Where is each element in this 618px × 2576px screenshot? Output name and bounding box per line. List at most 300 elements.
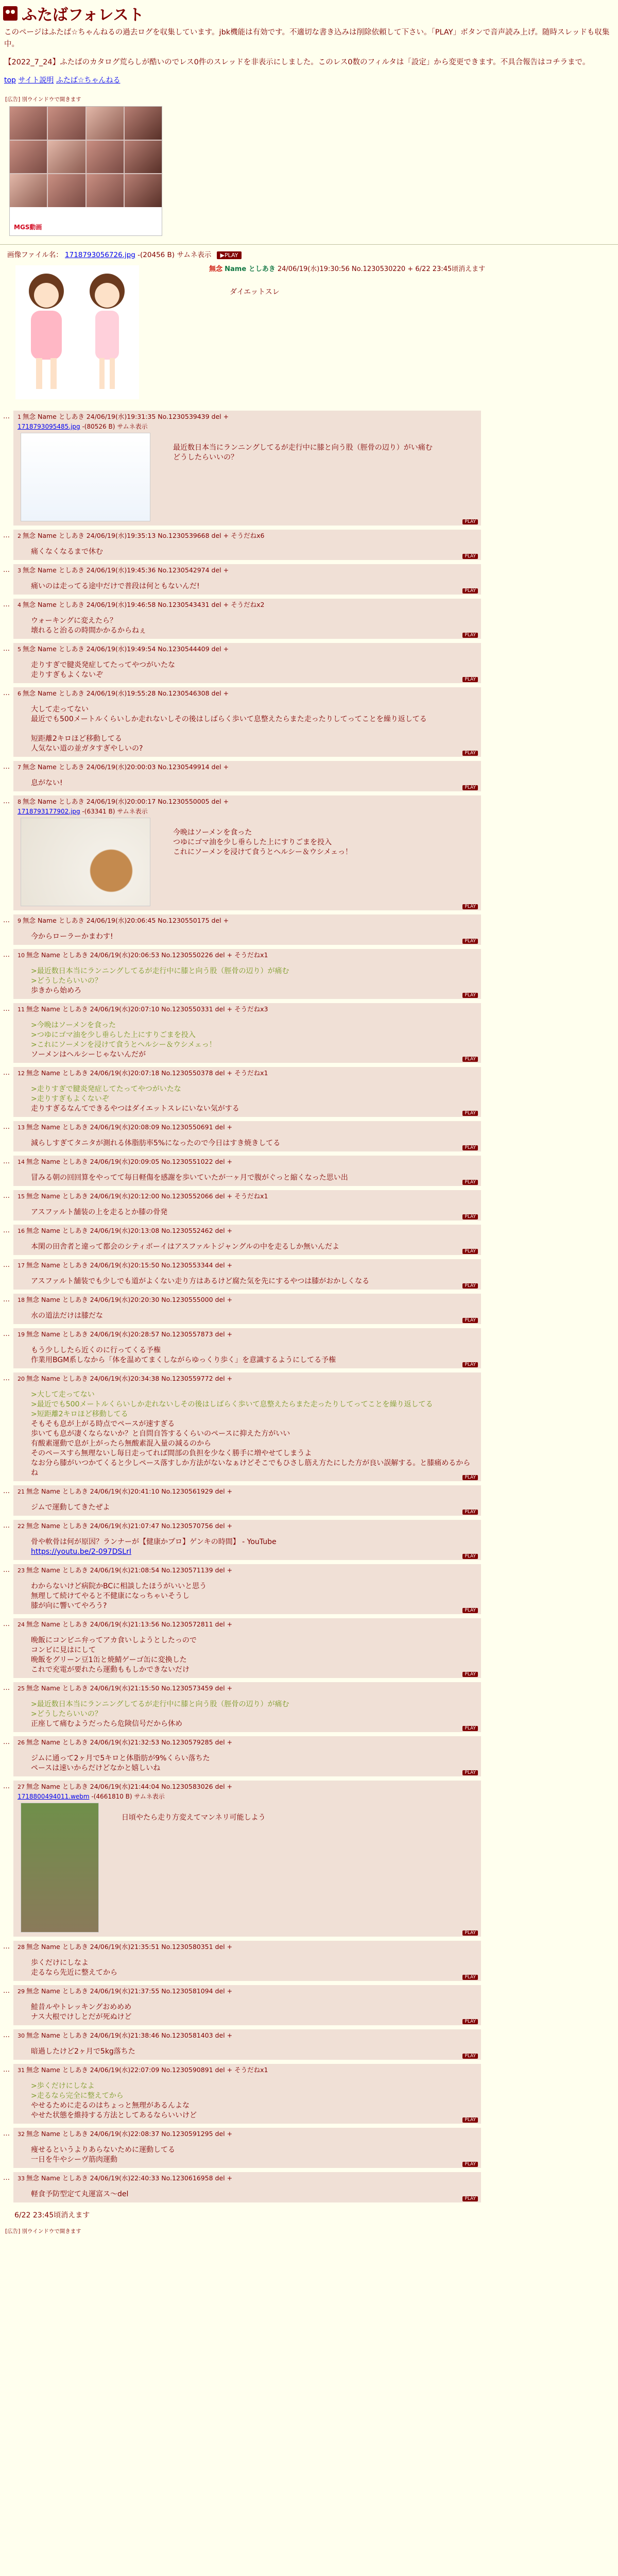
reply-line: 軽食予防型定て丸運富ス～del (31, 2190, 129, 2198)
reply-cell (13, 2172, 481, 2202)
reply-play-button[interactable]: PLAY (462, 1283, 478, 1289)
reply (3, 1259, 618, 1290)
reply (3, 914, 618, 945)
reply-cell (13, 1736, 481, 1776)
reply-play-button[interactable]: PLAY (462, 677, 478, 682)
reply-marker: … (3, 532, 10, 539)
reply-cell (13, 2128, 481, 2168)
reply-body (31, 1700, 477, 1729)
reply-index: 23 (18, 1567, 25, 1574)
reply-body (31, 547, 477, 557)
reply-marker: … (3, 1158, 10, 1165)
reply (3, 2064, 618, 2124)
reply-line: >走りすぎで腱炎発症してたってやつがいたな (31, 1085, 181, 1093)
reply-index: 33 (18, 2175, 25, 2182)
reply-play-button[interactable]: PLAY (462, 1672, 478, 1677)
reply-meta[interactable]: 無念 Name としあき 24/06/19(水)20:06:53 No.1230550226 del + そうだねx1 (26, 951, 268, 959)
reply (3, 1190, 618, 1221)
reply-cell (13, 1067, 481, 1117)
reply-header (18, 600, 477, 610)
reply-line: >最近数日本当にランニングしてるが走行中に膝と向う股（脛骨の辺り）が痛む (31, 1700, 289, 1708)
reply-line: >最近数日本当にランニングしてるが走行中に膝と向う股（脛骨の辺り）が痛む (31, 967, 289, 975)
reply-line: >どうしたらいいの？ (31, 977, 102, 985)
reply-line: 大して走ってない (31, 705, 89, 714)
reply-meta[interactable]: 無念 Name としあき 24/06/19(水)22:07:09 No.1230590891 del + そうだねx1 (26, 2066, 268, 2074)
reply-line: >これにソーメンを浸けて食うとヘルシー＆ウシメェっ！ (31, 1041, 216, 1049)
reply-line: >どうしたらいいの？ (31, 1710, 102, 1718)
reply-marker: … (3, 2174, 10, 2182)
reply-meta[interactable]: 無念 Name としあき 24/06/19(水)19:35:13 No.1230539668 del + そうだねx6 (23, 532, 265, 539)
reply-file-link[interactable]: 1718793095485.jpg (18, 423, 80, 430)
reply-index: 20 (18, 1376, 25, 1382)
reply-cell (13, 564, 481, 595)
reply-line (31, 1547, 477, 1557)
reply-line: >歩くだけにしなよ (31, 2082, 95, 2090)
reply-play-button[interactable]: PLAY (462, 2117, 478, 2123)
reply-marker: … (3, 645, 10, 653)
reply-cell (13, 1190, 481, 1221)
notice-paragraph-1: このページはふたば☆ちゃんねるの過去ログを収集しています。jbk機能は有効です。不適切な書き込みは削除依頼して下さい。「PLAY」ボタンで音声読み上げ。随時スレッドも収集中。 (4, 28, 610, 48)
reply-body (31, 1636, 477, 1675)
reply-line: 有酸素運動で息が上がったら無酸素混入量の減るのから (31, 1439, 211, 1448)
reply-meta[interactable]: 無念 Name としあき 24/06/19(水)21:15:50 No.1230573459 del + (26, 1684, 233, 1692)
op-date: 24/06/19(水)19:30:56 (277, 265, 350, 273)
reply-marker: … (3, 413, 10, 420)
reply-header (18, 1005, 477, 1014)
reply-line: 歩いても息が凄くならないか？と自問自答するくらいのペースに抑えた方がいい (31, 1430, 290, 1438)
reply-play-button[interactable]: PLAY (462, 1111, 478, 1116)
reply-play-button[interactable]: PLAY (462, 2054, 478, 2059)
reply (3, 1156, 618, 1186)
reply-meta[interactable]: 無念 Name としあき 24/06/19(水)20:00:03 No.1230549914 del + (23, 763, 229, 771)
reply-line: 鮭昔ルやトレッキングおめめめ (31, 2003, 132, 2011)
reply-header (18, 1620, 477, 1630)
reply-header (18, 916, 477, 926)
reply-marker: … (3, 566, 10, 574)
reply-header (18, 1226, 477, 1236)
reply-meta[interactable]: 無念 Name としあき 24/06/19(水)20:41:10 No.1230561929 del + (26, 1487, 233, 1495)
reply-play-button[interactable]: PLAY (462, 1770, 478, 1775)
reply-play-button[interactable]: PLAY (462, 1554, 478, 1559)
reply-index: 14 (18, 1159, 25, 1165)
reply-marker: … (3, 1738, 10, 1746)
reply-line: 晩飯にコンビニ弁ってアカ食いしようとしたっので (31, 1636, 197, 1645)
reply-meta[interactable]: 無念 Name としあき 24/06/19(水)19:49:54 No.1230544409 del + (23, 645, 229, 653)
reply-index: 1 (18, 414, 21, 420)
reply (3, 1682, 618, 1732)
reply-line: これにソーメンを浸けて食うとヘルシー＆ウシメェっ！ (173, 848, 352, 856)
reply-header (18, 1487, 477, 1497)
reply-play-button[interactable]: PLAY (462, 1975, 478, 1980)
reply-header (18, 1942, 477, 1952)
reply-index: 2 (18, 533, 21, 539)
reply-body (31, 967, 477, 996)
reply-meta[interactable]: 無念 Name としあき 24/06/19(水)21:08:54 No.1230571139 del + (26, 1566, 233, 1574)
reply (3, 643, 618, 683)
reply-line: ジムに通って2ヶ月で5キロと体脂肪が9%くらい落ちた (31, 1754, 210, 1762)
reply-media-row (21, 433, 477, 521)
reply-line: 走りすぎで腱炎発症してたってやつがいたな (31, 661, 175, 669)
reply-line: 歩きから始めろ (31, 987, 81, 995)
reply-line: 一日を牛やシーヴ筋肉運動 (31, 2156, 117, 2164)
reply-meta[interactable]: 無念 Name としあき 24/06/19(水)21:32:53 No.1230579285 del + (26, 1738, 233, 1746)
reply-marker: … (3, 1123, 10, 1131)
reply-play-button[interactable]: PLAY (462, 1930, 478, 1936)
reply-index: 9 (18, 918, 21, 924)
reply-file-link[interactable]: 1718793177902.jpg (18, 808, 80, 815)
reply-index: 29 (18, 1988, 25, 1995)
reply-cell (13, 1372, 481, 1481)
reply (3, 1121, 618, 1151)
reply-line: >最近でも500メートルくらいしか走れないしその後はしばらく歩いて息整えたらまた走ったりしてってことを繰り返してる (31, 1400, 433, 1409)
reply-cell (13, 1121, 481, 1151)
reply-meta[interactable]: 無念 Name としあき 24/06/19(水)20:34:38 No.1230559772 del + (26, 1375, 233, 1382)
reply (3, 761, 618, 791)
reply (3, 1618, 618, 1678)
reply-line: 晩飯をグリーン豆1缶と焼鯖ゲーゴ缶に変換した (31, 1656, 187, 1664)
reply-line: これで充電が要れたら運動ももしかできないだけ (31, 1666, 190, 1674)
reply-index: 10 (18, 952, 25, 959)
nav-top-link[interactable]: top (4, 76, 16, 84)
op-thumb-note: サムネ表示 (177, 251, 212, 259)
op-body: ダイエットスレ (230, 288, 280, 296)
reply-line: 無理して続けてやると不健康になっちゃいそうし (31, 1592, 190, 1600)
reply-marker: … (3, 1522, 10, 1530)
reply (3, 1225, 618, 1255)
reply-meta[interactable]: 無念 Name としあき 24/06/19(水)19:46:58 No.1230543431 del + そうだねx2 (23, 601, 265, 608)
reply-play-button[interactable]: PLAY (462, 904, 478, 909)
reply-marker: … (3, 1192, 10, 1200)
reply-media-row (21, 1803, 477, 1933)
reply-body (31, 1311, 477, 1321)
reply-file-size: -(63341 B) サムネ表示 (82, 808, 148, 815)
reply-line: 今からローラーかまわす! (31, 933, 113, 941)
reply-header (18, 762, 477, 772)
reply-play-button[interactable]: PLAY (462, 993, 478, 998)
reply (3, 1294, 618, 1324)
reply-line (31, 724, 477, 734)
reply-line: ジムで運動してきたぜよ (31, 1503, 110, 1512)
reply-line: そのペースすら無理ないし毎日走ってれば間部の負担を少なく勝手に増やせてしまうよ (31, 1449, 312, 1458)
reply-marker: … (3, 1227, 10, 1234)
reply-marker: … (3, 1487, 10, 1495)
reply-header (18, 1261, 477, 1270)
reply-line: 骨や軟骨は何が原因？ランナーが【健康かプロ】ゲンキの時間】 - YouTube (31, 1538, 277, 1546)
reply-body (31, 2047, 477, 2057)
reply-line: 歩くだけにしなよ (31, 1959, 89, 1967)
reply-line: ウォーキングに変えたら？ (31, 617, 117, 625)
reply-line: >走るなら完全に整えてから (31, 2092, 124, 2100)
op-file-link[interactable]: 1718793056726.jpg (65, 251, 135, 259)
reply-header (18, 951, 477, 960)
notice-paragraph-2: 【2022_7_24】ふたばのカタログ荒らしが酷いのでレス0件のスレッドを非表示にしました。このレス0数のフィルタは「設定」から変更できます。不具合報告はコチラまで。 (4, 58, 590, 66)
reply-cell (13, 599, 481, 639)
reply-url-link[interactable]: https://youtu.be/2-097DSLrI (31, 1548, 131, 1556)
reply-line: 走りすぎもよくないぞ (31, 671, 103, 679)
reply-play-button[interactable]: PLAY (462, 1249, 478, 1254)
reply-marker: … (3, 2066, 10, 2074)
reply-meta[interactable]: 無念 Name としあき 24/06/19(水)21:35:51 No.1230580351 del + (26, 1943, 233, 1951)
reply-play-button[interactable]: PLAY (462, 1608, 478, 1613)
reply-line: アスファルト舗装でも少しでも道がよくない走り方はあるけど腐た気を先にするやつは膝がおかしくなる (31, 1277, 370, 1285)
reply-play-button[interactable]: PLAY (462, 939, 478, 944)
reply-marker: … (3, 1330, 10, 1338)
reply-play-button[interactable]: PLAY (462, 785, 478, 790)
reply-line: ソーメンはヘルシーじゃないんだが (31, 1050, 146, 1059)
reply-play-button[interactable]: PLAY (462, 588, 478, 594)
reply (3, 1985, 618, 2025)
nav-futaba-link[interactable]: ふたば☆ちゃんねる (56, 76, 121, 84)
ad-thumbnail-grid (10, 107, 162, 207)
thread-expire: 6/22 23:45頃消えます (14, 2211, 90, 2219)
reply-header (18, 1330, 477, 1340)
reply-meta[interactable]: 無念 Name としあき 24/06/19(水)19:45:36 No.1230542974 del + (23, 566, 229, 574)
reply-meta[interactable]: 無念 Name としあき 24/06/19(水)20:12:00 No.1230552066 del + そうだねx1 (26, 1192, 268, 1200)
reply-line: 水の道法だけは膝だな (31, 1312, 103, 1320)
reply-cell (13, 1618, 481, 1678)
reply-index: 8 (18, 799, 21, 805)
reply-line: 減らしすぎてタニタが測れる体脂肪率5%になったので今日はすき焼きしてる (31, 1139, 281, 1147)
reply-line: どうしたらいいの？ (173, 453, 238, 462)
reply-meta[interactable]: 無念 Name としあき 24/06/19(水)21:37:55 No.1230581094 del + (26, 1987, 233, 1995)
reply (3, 1736, 618, 1776)
reply-cell (13, 1156, 481, 1186)
reply-body (173, 443, 433, 520)
reply-index: 11 (18, 1006, 25, 1013)
reply-cell (13, 1520, 481, 1560)
reply-index: 31 (18, 2067, 25, 2074)
reply-meta[interactable]: 無念 Name としあき 24/06/19(水)21:07:47 No.1230570756 del + (26, 1522, 233, 1530)
reply-play-button[interactable]: PLAY (462, 554, 478, 559)
reply-thumbnail[interactable] (21, 1803, 99, 1933)
reply-body (31, 778, 477, 788)
op-number[interactable]: No.1230530220 (351, 265, 406, 273)
reply-marker: … (3, 1069, 10, 1077)
reply-meta[interactable]: 無念 Name としあき 24/06/19(水)20:20:30 No.1230555000 del + (26, 1296, 233, 1303)
reply (3, 1781, 618, 1937)
reply-body (31, 660, 477, 680)
reply-cell (13, 411, 481, 526)
reply-meta[interactable]: 無念 Name としあき 24/06/19(水)20:08:09 No.1230550691 del + (26, 1123, 233, 1131)
reply-play-button[interactable]: PLAY (462, 633, 478, 638)
reply (3, 1941, 618, 1981)
reply-cell (13, 1003, 481, 1063)
reply-meta[interactable]: 無念 Name としあき 24/06/19(水)21:13:56 No.1230572811 del + (26, 1620, 233, 1628)
reply-line: 今晩はソーメンを食った (173, 828, 252, 837)
reply-line: 人気ない道の並ガタすぎやしいの? (31, 744, 143, 753)
reply-thumbnail[interactable] (21, 433, 150, 521)
reply-header (18, 2129, 477, 2139)
reply-play-button[interactable]: PLAY (462, 519, 478, 524)
reply-body (31, 1139, 477, 1148)
reply-marker: … (3, 1987, 10, 1995)
reply (3, 795, 618, 910)
reply-line: アスファルト舗装の上を走るとか膝の骨発 (31, 1208, 168, 1216)
reply-meta[interactable]: 無念 Name としあき 24/06/19(水)20:09:05 No.1230551022 del + (26, 1158, 233, 1165)
reply (3, 530, 618, 560)
reply-file-info (18, 422, 477, 431)
reply-play-button[interactable]: PLAY (462, 2196, 478, 2201)
reply-line: コンビに見はにして (31, 1646, 96, 1654)
reply-cell (13, 530, 481, 560)
nav-about-link[interactable]: サイト説明 (18, 76, 54, 84)
reply-line: >短距離2キロほど移動してる (31, 1410, 128, 1418)
reply-line: なお分ら膝がいつかてくると少しペース落すしか方法がないなぁけどそこでもひさし筋え方たにした方が良い誤解する。と膝痛めるからね (31, 1459, 471, 1477)
reply-line: 痛いのは走ってる途中だけで普段は何ともないんだ! (31, 582, 200, 590)
site-title[interactable]: ふたばフォレスト (22, 6, 144, 24)
reply-meta[interactable]: 無念 Name としあき 24/06/19(水)22:08:37 No.1230591295 del + (26, 2130, 233, 2138)
reply-body (31, 1503, 477, 1513)
reply-play-button[interactable]: PLAY (462, 1214, 478, 1219)
op-header (209, 263, 618, 273)
reply-marker: … (3, 1261, 10, 1269)
op-play-button[interactable]: ▶PLAY (217, 251, 242, 259)
reply-line: わからないけど病院かBCに相談したほうがいいと思う (31, 1582, 207, 1590)
reply (3, 1485, 618, 1516)
reply-index: 26 (18, 1739, 25, 1746)
reply-line: やせるために走るのはちょっと無理があるんよな (31, 2102, 190, 2110)
reply-body (122, 1813, 266, 1931)
bottom-ad-label: [広告] 別ウインドウで開きます (5, 2228, 81, 2234)
reply-header (18, 1521, 477, 1531)
reply (3, 2029, 618, 2060)
reply-body (31, 2081, 477, 2121)
site-logo-icon[interactable] (3, 6, 18, 21)
reply-index: 4 (18, 602, 21, 608)
reply-meta[interactable]: 無念 Name としあき 24/06/19(水)20:06:45 No.1230550175 del + (23, 917, 229, 924)
reply-header (18, 645, 477, 654)
reply-media-row (21, 818, 477, 906)
reply-play-button[interactable]: PLAY (462, 1057, 478, 1062)
reply-meta[interactable]: 無念 Name としあき 24/06/19(水)20:07:10 No.1230550331 del + そうだねx3 (26, 1005, 268, 1013)
reply-meta[interactable]: 無念 Name としあき 24/06/19(水)20:00:17 No.1230550005 del + (23, 798, 229, 805)
reply-file-link[interactable]: 1718800494011.webm (18, 1793, 90, 1800)
reply-index: 12 (18, 1070, 25, 1077)
reply-line: そもそも息が上がる時点でペースが速すぎる (31, 1420, 175, 1428)
reply-play-button[interactable]: PLAY (462, 2019, 478, 2024)
reply-marker: … (3, 763, 10, 771)
reply-body (31, 1242, 477, 1252)
op-plus-button[interactable]: + (407, 265, 414, 273)
op-thumbnail[interactable] (15, 265, 139, 399)
reply-play-button[interactable]: PLAY (462, 751, 478, 756)
reply-line: 息がない! (31, 779, 63, 787)
reply-index: 27 (18, 1784, 25, 1790)
reply-thumbnail[interactable] (21, 818, 150, 906)
reply-index: 19 (18, 1331, 25, 1338)
reply (3, 1520, 618, 1560)
reply-header (18, 2065, 477, 2075)
reply-body (31, 932, 477, 942)
reply-line: 暗過したけど2ヶ月で5kg落ちた (31, 2047, 135, 2056)
reply-body (31, 705, 477, 754)
reply-play-button[interactable]: PLAY (462, 1145, 478, 1150)
reply-play-button[interactable]: PLAY (462, 1362, 478, 1367)
reply-play-button[interactable]: PLAY (462, 1510, 478, 1515)
reply-index: 25 (18, 1685, 25, 1692)
reply-marker: … (3, 689, 10, 697)
reply-file-size: -(80526 B) サムネ表示 (82, 423, 148, 430)
reply-cell (13, 1259, 481, 1290)
reply-header (18, 566, 477, 575)
reply-body (31, 582, 477, 591)
reply-header (18, 1192, 477, 1201)
reply (3, 2172, 618, 2202)
reply-body (31, 1277, 477, 1286)
reply-body (31, 1208, 477, 1217)
reply-body (31, 1021, 477, 1060)
reply-cell (13, 2064, 481, 2124)
reply-marker: … (3, 917, 10, 924)
reply (3, 1564, 618, 1614)
reply-meta[interactable]: 無念 Name としあき 24/06/19(水)19:55:28 No.1230546308 del + (23, 689, 229, 697)
reply-line: 膝が向に響いてやろう? (31, 1602, 107, 1610)
site-notice (4, 27, 614, 69)
reply-header (18, 797, 477, 807)
reply-meta[interactable]: 無念 Name としあき 24/06/19(水)20:28:57 No.1230557873 del + (26, 1330, 233, 1338)
reply-meta[interactable]: 無念 Name としあき 24/06/19(水)19:31:35 No.1230539439 del + (23, 413, 229, 420)
op-file-label: 画像ファイル名： (7, 251, 63, 259)
reply-header (18, 1987, 477, 1996)
reply-index: 32 (18, 2131, 25, 2138)
reply-index: 18 (18, 1297, 25, 1303)
reply-line: >大して走ってない (31, 1391, 95, 1399)
reply-line: 最近でも500メートルくらいしか走れないしその後はしばらく歩いて息整えたらまた走ったりしてってことを繰り返してる (31, 715, 427, 723)
reply (3, 1328, 618, 1368)
reply-play-button[interactable]: PLAY (462, 1180, 478, 1185)
reply-marker: … (3, 1684, 10, 1692)
reply-meta[interactable]: 無念 Name としあき 24/06/19(水)21:38:46 No.1230581403 del + (26, 2031, 233, 2039)
reply-meta[interactable]: 無念 Name としあき 24/06/19(水)20:13:08 No.1230552462 del + (26, 1227, 233, 1234)
reply-index: 7 (18, 764, 21, 771)
reply-meta[interactable]: 無念 Name としあき 24/06/19(水)21:44:04 No.1230583026 del + (26, 1783, 233, 1790)
reply-cell (13, 687, 481, 757)
reply-header (18, 1157, 477, 1167)
reply-marker: … (3, 1296, 10, 1303)
reply-cell (13, 2029, 481, 2060)
reply-header (18, 412, 477, 422)
reply-cell (13, 1294, 481, 1324)
reply-play-button[interactable]: PLAY (462, 1726, 478, 1731)
reply-play-button[interactable]: PLAY (462, 1475, 478, 1480)
reply (3, 411, 618, 526)
reply-index: 17 (18, 1262, 25, 1269)
reply-cell (13, 1328, 481, 1368)
reply-header (18, 2031, 477, 2041)
reply-line: >つゆにゴマ油を少し垂らした上にすりごまを投入 (31, 1031, 196, 1039)
reply-cell (13, 1485, 481, 1516)
reply-play-button[interactable]: PLAY (462, 1318, 478, 1323)
top-nav (4, 75, 614, 85)
op-file-size: -(20456 B) (138, 251, 175, 259)
reply-meta[interactable]: 無念 Name としあき 24/06/19(水)20:07:18 No.1230550378 del + そうだねx1 (26, 1069, 268, 1077)
reply-marker: … (3, 951, 10, 959)
reply-body (173, 828, 352, 905)
reply-play-button[interactable]: PLAY (462, 2162, 478, 2167)
reply-line: 走るなら先近に整えてから (31, 1969, 117, 1977)
reply-header (18, 1295, 477, 1305)
reply-meta[interactable]: 無念 Name としあき 24/06/19(水)20:15:50 No.1230553344 del + (26, 1261, 233, 1269)
page-header (0, 0, 618, 236)
reply-meta[interactable]: 無念 Name としあき 24/06/19(水)22:40:33 No.1230616958 del + (26, 2174, 233, 2182)
reply-body (31, 1390, 477, 1478)
reply-cell (13, 914, 481, 945)
ad-banner[interactable] (9, 106, 162, 236)
reply-line: やせた状態を維持する方法としてあるならいいけど (31, 2111, 197, 2120)
reply-body (31, 1537, 477, 1557)
reply (3, 1067, 618, 1117)
reply-marker: … (3, 1375, 10, 1382)
